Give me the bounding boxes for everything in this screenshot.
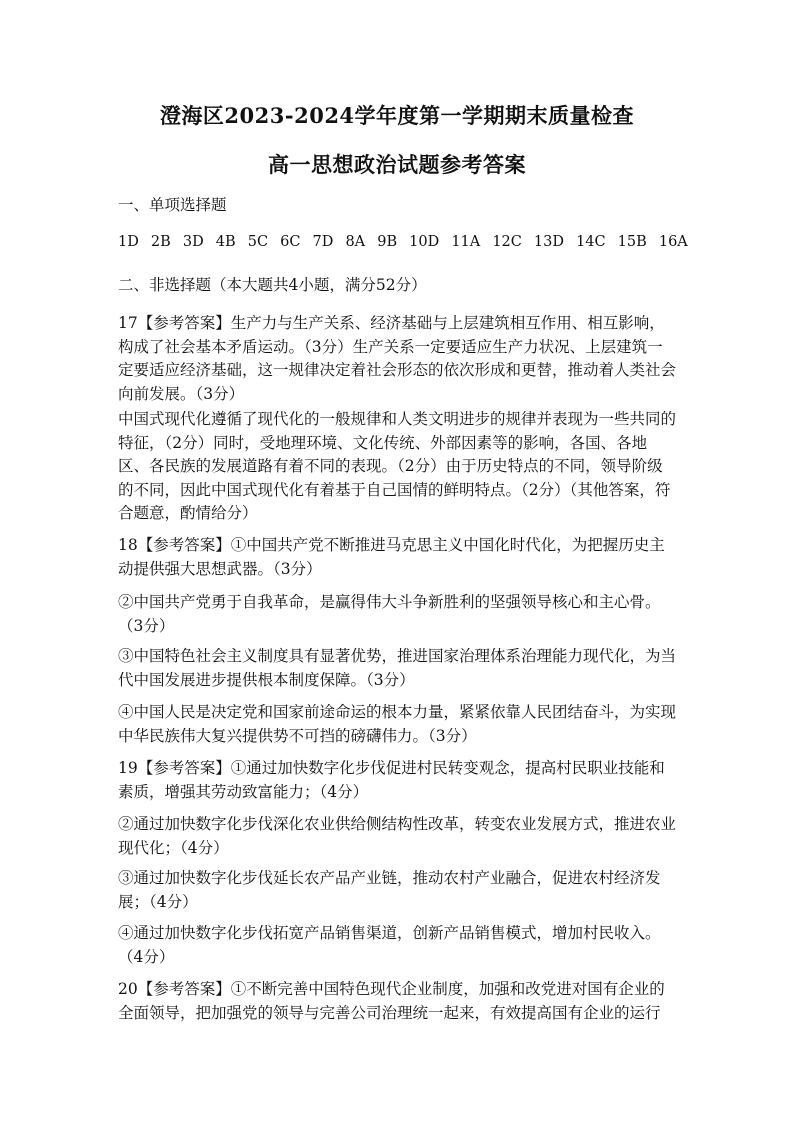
q20-answer-point-1: 20【参考答案】①不断完善中国特色现代企业制度，加强和改党进对国有企业的全面领导，把加强党的领导与完善公司治理统一起来，有效提高国有企业的运行 <box>118 980 665 1022</box>
answer-key-item: 10D <box>409 234 440 250</box>
document-title: 澄海区2023-2024学年度第一学期期末质量检查 <box>159 103 635 128</box>
answer-key-item: 11A <box>451 234 481 250</box>
answer-key-item: 5C <box>247 234 269 250</box>
answer-key-item: 13D <box>533 234 564 250</box>
q17-answer-part-1: 17【参考答案】生产力与生产关系、经济基础与上层建筑相互作用、相互影响，构成了社会基本矛盾运动。（3分）生产关系一定要适应生产力状况、上层建筑一定要适应经济基础，这一规律决定着社会形态的依次形成和更替，推动着人类社会向前发展。（3分） <box>118 314 677 403</box>
answer-key-item: 2B <box>150 234 171 250</box>
answer-key-item: 1D <box>118 234 139 250</box>
answer-key-item: 6C <box>280 234 301 250</box>
q18-answer-point-1: 18【参考答案】①中国共产党不断推进马克思主义中国化时代化，为把握历史主动提供强大思想武器。（3分） <box>118 536 665 578</box>
q19-answer-point-3: ③通过加快数字化步伐延长农产品产业链，推动农村产业融合，促进农村经济发展；（4分） <box>118 869 661 911</box>
answer-key-item: 14C <box>576 234 606 250</box>
q19-answer-point-2: ②通过加快数字化步伐深化农业供给侧结构性改革，转变农业发展方式，推进农业现代化；（4分） <box>118 815 677 857</box>
q17-answer-part-2: 中国式现代化遵循了现代化的一般规律和人类文明进步的规律并表现为一些共同的特征，（2分）同时，受地理环境、文化传统、外部因素等的影响，各国、各地区、各民族的发展道路有着不同的表现。（2分）由于历史特点的不同，领导阶级的不同，因此中国式现代化有着基于自己国情的鲜明特点。（2分）（其他答案，符合题意，酌情给分） <box>118 410 677 522</box>
answer-key-item: 4B <box>215 234 236 250</box>
q18-answer-point-3: ③中国特色社会主义制度具有显著优势，推进国家治理体系治理能力现代化，为当代中国发展进步提供根本制度保障。（3分） <box>118 647 677 689</box>
q18-answer-point-4: ④中国人民是决定党和国家前途命运的根本力量，紧紧依靠人民团结奋斗，为实现中华民族伟大复兴提供势不可挡的磅礴伟力。（3分） <box>118 703 677 745</box>
answer-key-item: 3D <box>182 234 204 250</box>
document-subtitle: 高一思想政治试题参考答案 <box>268 152 526 177</box>
q19-answer-point-4: ④通过加快数字化步伐拓宽产品销售渠道，创新产品销售模式，增加村民收入。（4分） <box>118 924 661 966</box>
answer-key-item: 15B <box>617 234 647 250</box>
q18-answer-point-2: ②中国共产党勇于自我革命，是赢得伟大斗争新胜利的坚强领导核心和主心骨。（3分） <box>118 593 661 635</box>
answer-key-item: 9B <box>377 234 398 250</box>
answer-key-item: 8A <box>345 234 366 250</box>
answer-key-list <box>118 234 688 250</box>
q19-answer-point-1: 19【参考答案】①通过加快数字化步伐促进村民转变观念，提高村民职业技能和素质，增强其劳动致富能力；（4分） <box>118 759 665 801</box>
section-1-heading: 一、单项选择题 <box>118 196 227 214</box>
answer-key-item: 12C <box>492 234 522 250</box>
answer-key-item: 7D <box>312 234 334 250</box>
section-2-heading: 二、非选择题（本大题共4小题，满分52分） <box>118 276 427 294</box>
answer-key-item: 16A <box>658 234 688 250</box>
